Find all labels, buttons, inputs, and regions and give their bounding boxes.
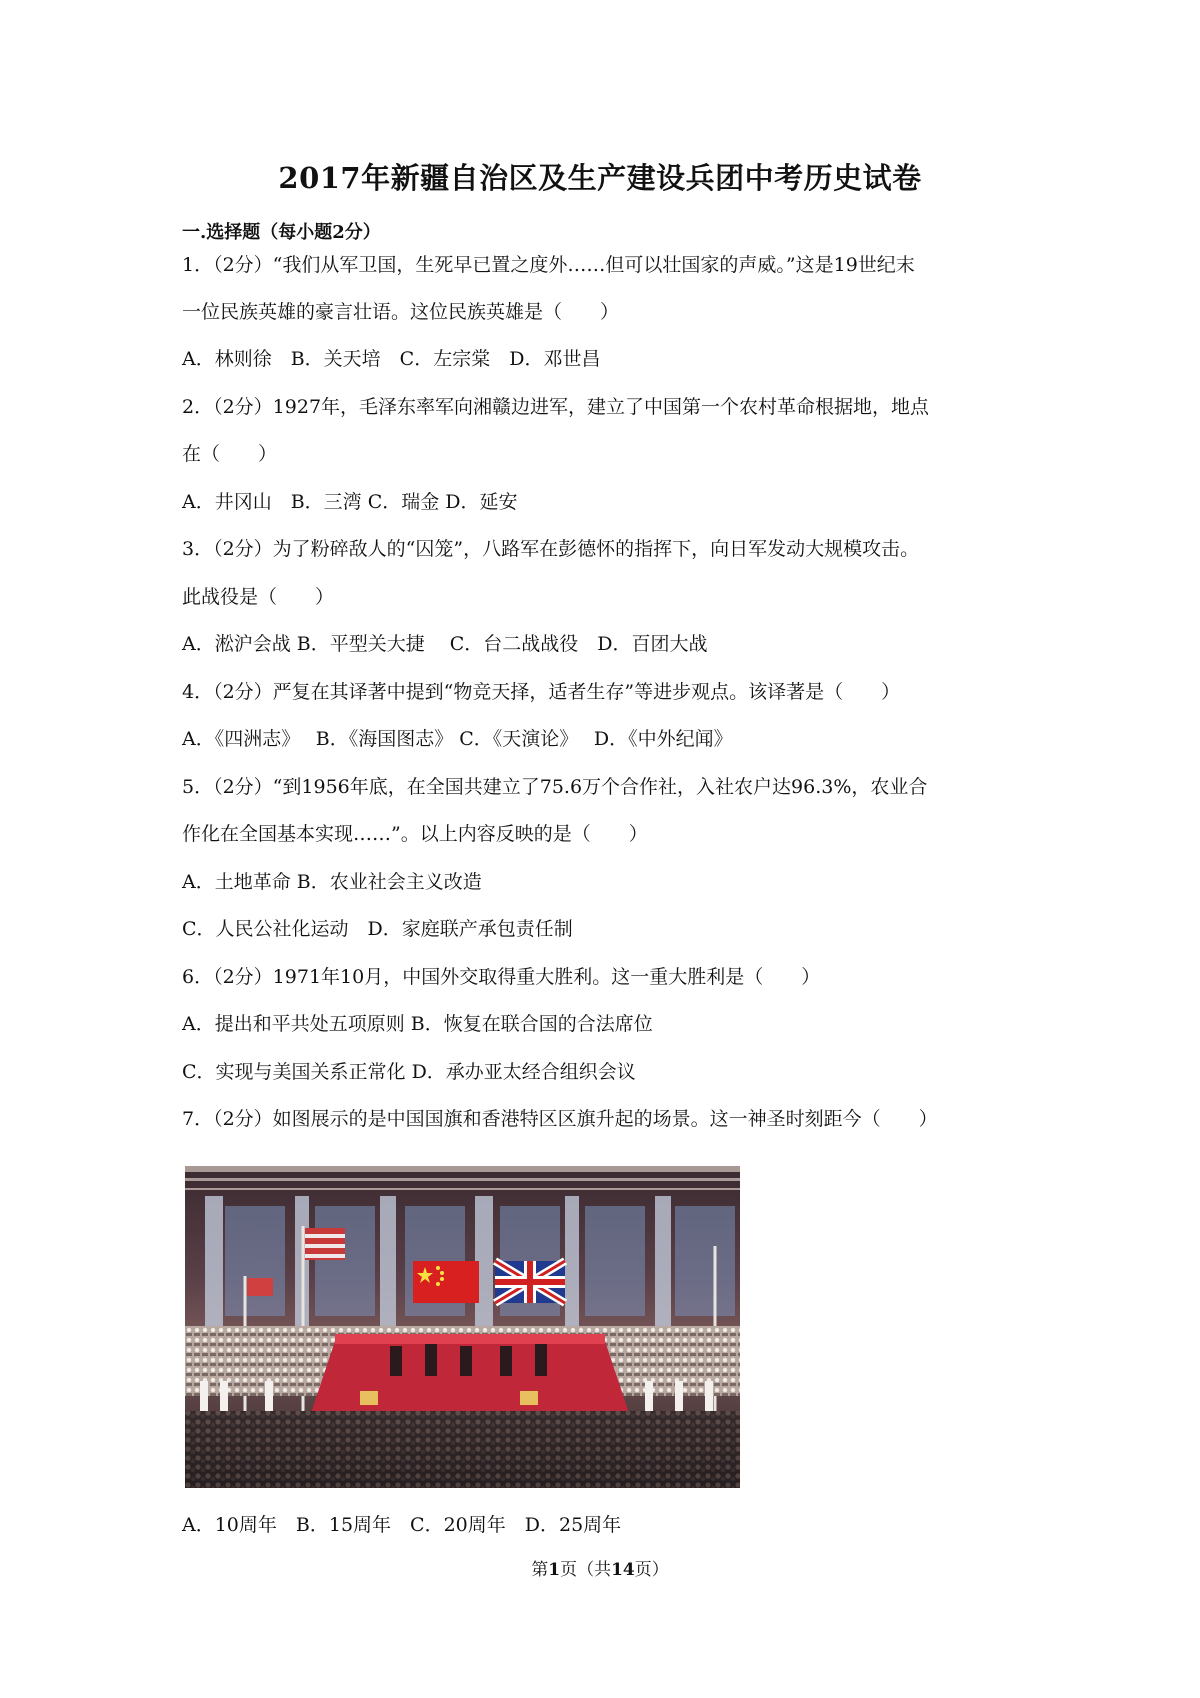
question-5-line-2: 作化在全国基本实现……”。以上内容反映的是（ ）	[182, 823, 648, 845]
question-6-options-1: A．提出和平共处五项原则 B．恢复在联合国的合法席位	[182, 1013, 653, 1035]
question-3-line-2: 此战役是（ ）	[182, 586, 335, 608]
footer-suffix: 页）	[634, 1560, 669, 1580]
question-2-options: A．井冈山 B．三湾 C．瑞金 D．延安	[182, 491, 518, 513]
question-3-options: A．淞沪会战 B．平型关大捷 C．台二战战役 D．百团大战	[182, 633, 708, 655]
question-7-line-1: 7．（2分）如图展示的是中国国旗和香港特区区旗升起的场景。这一神圣时刻距今（ ）	[182, 1108, 938, 1130]
page-footer	[0, 1555, 1200, 1580]
question-1-line-2: 一位民族英雄的豪言壮语。这位民族英雄是（ ）	[182, 301, 620, 323]
question-7-options: A．10周年 B．15周年 C．20周年 D．25周年	[182, 1514, 622, 1536]
question-2-line-1: 2．（2分）1927年，毛泽东率军向湘赣边进军，建立了中国第一个农村革命根据地，地点	[182, 396, 930, 418]
question-4-line-1: 4．（2分）严复在其译著中提到“物竞天择，适者生存”等进步观点。该译著是（ ）	[182, 681, 901, 703]
question-5-options-1: A．土地革命 B．农业社会主义改造	[182, 871, 482, 893]
question-2-line-2: 在（ ）	[182, 443, 278, 465]
question-3-line-1: 3．（2分）为了粉碎敌人的“囚笼”，八路军在彭德怀的指挥下，向日军发动大规模攻击。	[182, 538, 920, 560]
question-1-line-1: 1．（2分）“我们从军卫国，生死早已置之度外……但可以壮国家的声威。”这是19世纪末	[182, 254, 915, 276]
question-1-options: A．林则徐 B．关天培 C．左宗棠 D．邓世昌	[182, 348, 601, 370]
page-title: 2017年新疆自治区及生产建设兵团中考历史试卷	[278, 161, 922, 195]
section-heading: 一.选择题（每小题2分）	[182, 222, 381, 243]
question-5-line-1: 5．（2分）“到1956年底，在全国共建立了75.6万个合作社，入社农户达96.3%，农业合	[182, 776, 928, 798]
question-6-line-1: 6．（2分）1971年10月，中国外交取得重大胜利。这一重大胜利是（ ）	[182, 966, 821, 988]
footer-page-number: 1	[548, 1560, 561, 1580]
question-4-options: A．《四洲志》 B．《海国图志》 C．《天演论》 D．《中外纪闻》	[182, 728, 733, 750]
handover-ceremony-photo	[185, 1166, 740, 1488]
footer-total-pages: 14	[611, 1560, 635, 1580]
question-6-options-2: C．实现与美国关系正常化 D．承办亚太经合组织会议	[182, 1061, 636, 1083]
footer-middle: 页（共	[560, 1560, 612, 1580]
footer-prefix: 第	[531, 1560, 549, 1580]
question-5-options-2: C．人民公社化运动 D．家庭联产承包责任制	[182, 918, 573, 940]
